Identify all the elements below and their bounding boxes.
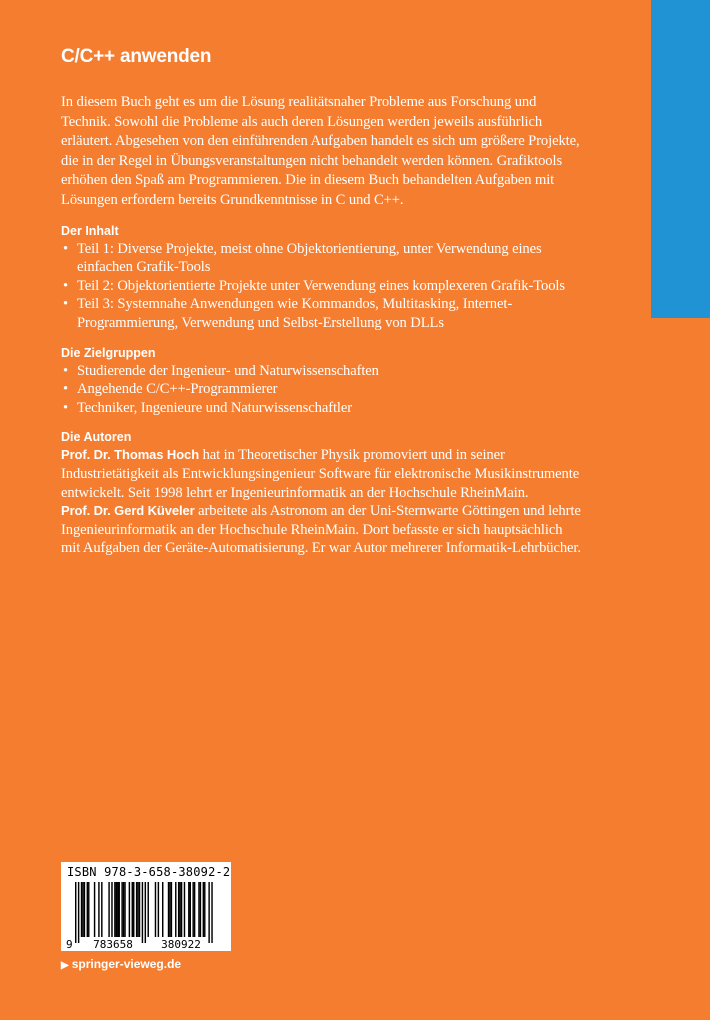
- barcode-bar: [84, 882, 85, 937]
- barcode-bar: [208, 882, 209, 943]
- barcode-bar: [162, 882, 163, 937]
- barcode-bar: [139, 882, 140, 937]
- accent-strip: [651, 0, 710, 318]
- list-item: • Teil 3: Systemnahe Anwendungen wie Kommandos, Multitasking, Internet-Programmierung, Verwendung und Selbst-Erstellung von DLLs: [61, 295, 581, 332]
- inhalt-heading: Der Inhalt: [61, 223, 119, 238]
- barcode-bar: [171, 882, 172, 937]
- barcode-digits-left: 783658: [93, 938, 133, 951]
- barcode-bar: [211, 882, 212, 943]
- barcode-bar: [168, 882, 169, 937]
- barcode-bar: [192, 882, 193, 937]
- arrow-right-icon: ▶: [61, 960, 69, 971]
- barcode-bar: [87, 882, 88, 937]
- isbn-barcode: [61, 862, 231, 951]
- barcode-bar: [75, 882, 76, 943]
- author-2-text: arbeitete als Astronom an der Uni-Sternwarte Göttingen und lehrte Ingenieurinformatik an der Hochschule RheinMain. Dort befasste er sich hauptsächlich mit Aufgaben der Geräte-Automatisierung. Er war Autor mehrerer Informatik-Lehrbücher.: [61, 503, 581, 557]
- barcode-bar: [101, 882, 102, 937]
- barcode-bar: [178, 882, 179, 937]
- barcode-bar: [194, 882, 195, 937]
- inhalt-list: [61, 240, 581, 333]
- publisher-link[interactable]: [61, 957, 181, 971]
- barcode-bar: [88, 882, 89, 937]
- autoren-heading: Die Autoren: [61, 430, 132, 445]
- barcode-digits-right: 380922: [161, 938, 201, 951]
- barcode-bar: [204, 882, 205, 937]
- barcode-bar: [179, 882, 180, 937]
- author-2-name: Prof. Dr. Gerd Küveler: [61, 503, 195, 519]
- list-item: • Teil 2: Objektorientierte Projekte unter Verwendung eines komplexeren Grafik-Tools: [61, 277, 581, 296]
- barcode-bar: [114, 882, 115, 937]
- barcode-bar: [98, 882, 99, 937]
- author-2-bio: [61, 502, 581, 558]
- barcode-digit-first: 9: [66, 938, 73, 951]
- barcode-bar: [188, 882, 189, 937]
- barcode-graphic: [61, 862, 231, 951]
- back-cover-text: [61, 46, 581, 558]
- barcode-bar: [132, 882, 133, 937]
- zielgruppen-heading: Die Zielgruppen: [61, 345, 156, 360]
- barcode-bar: [123, 882, 124, 937]
- barcode-bar: [136, 882, 137, 937]
- barcode-bar: [184, 882, 185, 937]
- list-item: • Techniker, Ingenieure und Naturwissenschaftler: [61, 399, 581, 418]
- barcode-bar: [169, 882, 170, 937]
- barcode-bar: [181, 882, 182, 937]
- barcode-bar: [124, 882, 125, 937]
- list-item: • Teil 1: Diverse Projekte, meist ohne Objektorientierung, unter Verwendung eines einfachen Grafik-Tools: [61, 240, 581, 277]
- author-1-name: Prof. Dr. Thomas Hoch: [61, 447, 200, 463]
- barcode-bar: [82, 882, 83, 937]
- barcode-bar: [200, 882, 201, 937]
- barcode-bar: [129, 882, 130, 937]
- author-1-text: hat in Theoretischer Physik promoviert und in seiner Industrietätigkeit als Entwicklungsingenieur Software für elektronische Musikinstrumente entwickelt. Seit 1998 lehrt er Ingenieurinformatik an der Hochschule RheinMain.: [61, 447, 580, 501]
- barcode-bar: [158, 882, 159, 937]
- list-item: • Angehende C/C++-Programmierer: [61, 380, 581, 399]
- barcode-bar: [78, 882, 79, 943]
- barcode-bar: [121, 882, 122, 937]
- barcode-bar: [148, 882, 149, 937]
- author-1-bio: [61, 446, 581, 502]
- barcode-bar: [190, 882, 191, 937]
- barcode-bar: [119, 882, 120, 937]
- book-title: C/C++ anwenden: [61, 46, 212, 67]
- barcode-bar: [133, 882, 134, 937]
- barcode-bar: [81, 882, 82, 937]
- barcode-bar: [111, 882, 112, 937]
- barcode-bar: [94, 882, 95, 937]
- barcode-bar: [203, 882, 204, 937]
- list-item: • Studierende der Ingenieur- und Naturwissenschaften: [61, 362, 581, 381]
- barcode-bar: [155, 882, 156, 937]
- isbn-label: ISBN 978-3-658-38092-2: [67, 865, 231, 879]
- barcode-bar: [117, 882, 118, 937]
- barcode-bar: [175, 882, 176, 937]
- barcode-bar: [198, 882, 199, 937]
- publisher-url: springer-vieweg.de: [71, 957, 182, 971]
- barcode-bar: [145, 882, 146, 943]
- barcode-bar: [137, 882, 138, 937]
- barcode-bar: [108, 882, 109, 937]
- barcode-bar: [116, 882, 117, 937]
- barcode-bar: [142, 882, 143, 943]
- intro-paragraph: In diesem Buch geht es um die Lösung realitätsnaher Probleme aus Forschung und Technik. Sowohl die Probleme als auch deren Lösungen werden jeweils ausführlich erläutert. Abgesehen von den einführenden Aufgaben handelt es sich um größere Projekte, die in der Regel in Übungsveranstaltungen nicht behandelt werden können. Grafiktools erhöhen den Spaß am Programmieren. Die in diesem Buch behandelten Aufgaben mit Lösungen erfordern bereits Grundkenntnisse in C und C++.: [61, 94, 580, 208]
- zielgruppen-list: [61, 362, 581, 418]
